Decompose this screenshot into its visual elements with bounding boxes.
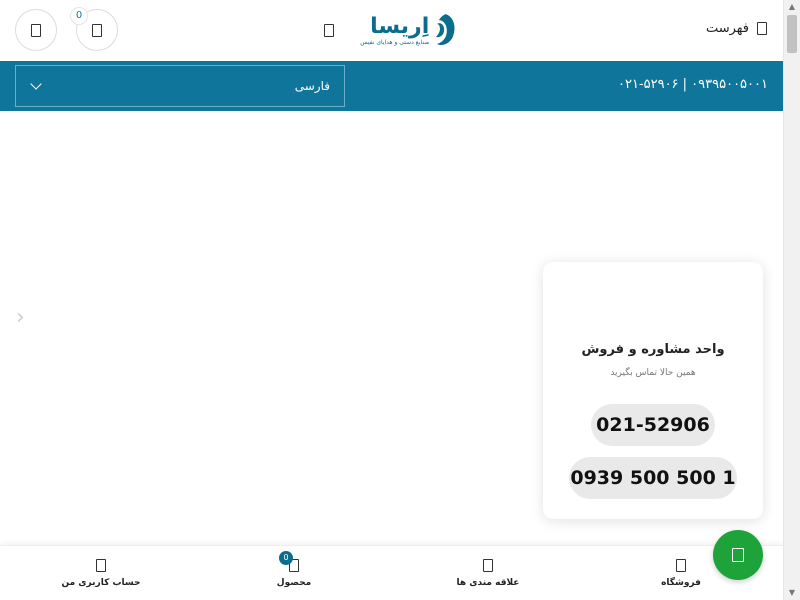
nav-item-product[interactable] (196, 546, 392, 600)
logo-text (354, 15, 429, 46)
menu-label: فهرست (705, 21, 749, 36)
site-logo[interactable] (354, 8, 458, 52)
cart-icon (92, 24, 102, 37)
chat-button[interactable] (713, 530, 763, 580)
scroll-down-arrow-icon[interactable]: ▼ (788, 588, 796, 597)
slider-next-arrow[interactable]: › (16, 305, 25, 330)
search-icon (31, 24, 41, 37)
heart-icon (483, 559, 493, 572)
chat-icon (732, 548, 744, 562)
logo-mark-icon (432, 11, 458, 49)
menu-icon (757, 22, 767, 35)
chevron-down-icon (30, 78, 41, 89)
menu-button[interactable] (706, 21, 767, 36)
nav-item-account[interactable] (3, 546, 199, 600)
logo-subtitle: صنایع دستی و هدایای نفیس (360, 38, 430, 46)
nav-label: فروشگاه (661, 578, 701, 588)
logo-title: اِریسا (370, 13, 430, 39)
nav-label: حساب کاربری من (61, 578, 141, 588)
card-subtitle: همین حالا تماس بگیرید (610, 368, 696, 378)
nav-item-wishlist[interactable] (390, 546, 586, 600)
contact-bar (0, 61, 783, 111)
compare-icon[interactable] (324, 24, 334, 37)
product-count-badge: 0 (279, 551, 293, 565)
page-scrollbar[interactable] (783, 0, 800, 600)
card-title: واحد مشاوره و فروش (581, 342, 725, 357)
phone-pill-landline[interactable]: 021-52906 (591, 404, 715, 446)
sales-contact-card (543, 262, 763, 519)
nav-label: علاقه مندی ها (456, 578, 520, 588)
language-value: فارسی (294, 79, 330, 93)
language-select[interactable] (15, 65, 345, 107)
phone-numbers[interactable]: ۰۲۱-۵۲۹۰۶ | ۰۹۳۹۵۰۰۵۰۰۱ (617, 77, 768, 92)
phone-pill-mobile[interactable]: 0939 500 500 1 (569, 457, 737, 499)
user-icon (96, 559, 106, 572)
scroll-up-arrow-icon[interactable]: ▲ (788, 2, 796, 11)
nav-label: محصول (276, 578, 312, 588)
store-icon (676, 559, 686, 572)
bottom-nav (0, 545, 783, 600)
site-header (0, 0, 783, 61)
cart-count-badge: 0 (70, 7, 88, 25)
scroll-thumb[interactable] (787, 15, 797, 53)
search-button[interactable] (15, 9, 57, 51)
